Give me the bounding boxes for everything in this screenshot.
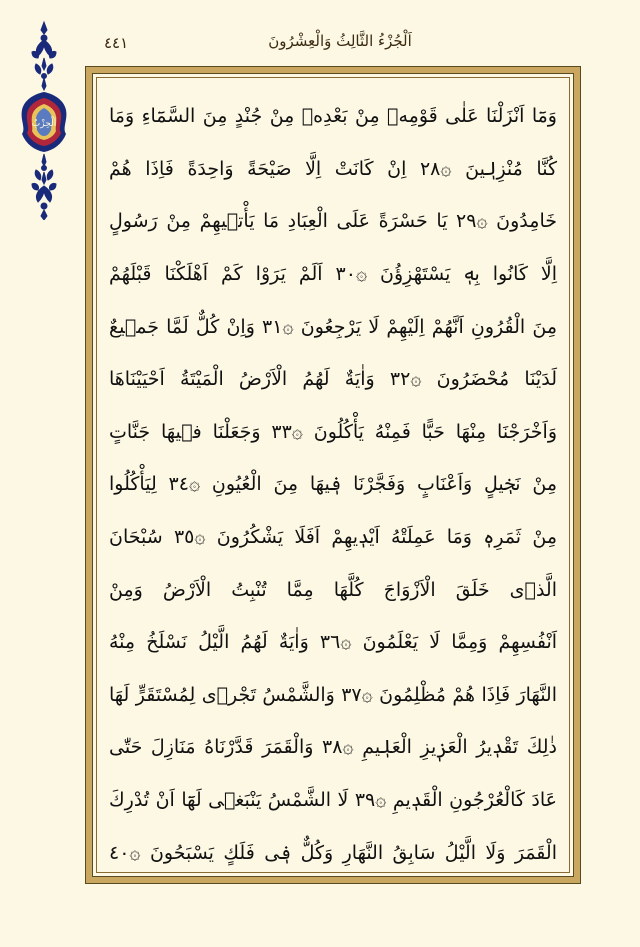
text-line-13 (105, 721, 561, 774)
text-line-content: اَنْفُسِهِمْ وَمِمَّا لَا يَعْلَمُونَ ۞٣٦ وَاٰيَةٌ لَهُمُ الَّيْلُ نَسْلَخُ مِنْهُ (109, 631, 558, 654)
text-line-content: الَّذٖى خَلَقَ الْاَزْوَاجَ كُلَّهَا مِمَّا تُنْبِتُ الْاَرْضُ وَمِنْ (109, 578, 557, 601)
text-line-4 (105, 248, 561, 301)
text-line-2 (105, 143, 561, 196)
text-line-6 (105, 353, 561, 406)
hizb-label: اَلْحِزْبُ (31, 119, 57, 129)
text-line-content: لَدَيْنَا مُحْضَرُونَ ۞٣٢ وَاٰيَةٌ لَهُمُ الْاَرْضُ الْمَيْتَةُ اَحْيَيْنَاهَا (109, 368, 557, 391)
text-line-content: النَّهَارَ فَاِذَا هُمْ مُظْلِمُونَ ۞٣٧ وَالشَّمْسُ تَجْرٖى لِمُسْتَقَرٍّ لَهَا (109, 683, 557, 706)
page-number: ٤٤١ (104, 34, 129, 52)
text-line-content: وَمَٓا اَنْزَلْنَا عَلٰى قَوْمِهٖ مِنْ بَعْدِهٖ مِنْ جُنْدٍ مِنَ السَّمَٓاءِ وَمَا (109, 105, 557, 128)
text-line-11 (105, 616, 561, 669)
page-frame-inner-border (96, 77, 570, 873)
text-line-1 (105, 90, 561, 143)
text-line-content: ذٰلِكَ تَقْدٖيرُ الْعَزٖيزِ الْعَلٖيمِ ۞٣٨ وَالْقَمَرَ قَدَّرْنَاهُ مَنَازِلَ حَتّٰى (109, 736, 557, 759)
text-line-12 (105, 669, 561, 722)
text-line-3 (105, 195, 561, 248)
text-line-7 (105, 406, 561, 459)
text-line-content: مِنَ الْقُرُونِ اَنَّهُمْ اِلَيْهِمْ لَا يَرْجِعُونَ ۞٣١ وَاِنْ كُلٌّ لَمَّا جَمٖيعٌ (109, 315, 557, 338)
text-line-9 (105, 511, 561, 564)
text-line-content: عَادَ كَالْعُرْجُونِ الْقَدٖيمِ ۞٣٩ لَا الشَّمْسُ يَنْبَغٖى لَهَٓا اَنْ تُدْرِكَ (109, 789, 557, 812)
text-line-content: وَاَخْرَجْنَا مِنْهَا حَبًّا فَمِنْهُ يَأْكُلُونَ ۞٣٣ وَجَعَلْنَا فٖيهَا جَنَّاتٍ (109, 420, 557, 443)
text-line-5 (105, 300, 561, 353)
text-block (105, 90, 561, 862)
text-line-content: مِنْ نَخٖيلٍ وَاَعْنَابٍ وَفَجَّرْنَا فٖيهَا مِنَ الْعُيُونِ ۞٣٤ لِيَأْكُلُوا (109, 473, 557, 496)
text-line-content: خَامِدُونَ ۞٢٩ يَا حَسْرَةً عَلَى الْعِبَادِ مَا يَأْتٖيهِمْ مِنْ رَسُولٍ (109, 210, 557, 233)
text-line-15 (105, 826, 561, 879)
text-line-content: مِنْ ثَمَرِهٖ وَمَا عَمِلَتْهُ اَيْدٖيهِمْ اَفَلَا يَشْكُرُونَ ۞٣٥ سُبْحَانَ (109, 526, 558, 549)
text-line-content: كُنَّا مُنْزِلٖينَ ۞٢٨ اِنْ كَانَتْ اِلَّا صَيْحَةً وَاحِدَةً فَاِذَا هُمْ (109, 157, 557, 180)
hizb-ornament-icon (18, 20, 70, 220)
text-line-content: اِلَّا كَانُوا بِهٖ يَسْتَهْزِؤُنَ ۞٣٠ اَلَمْ يَرَوْا كَمْ اَهْلَكْنَا قَبْلَهُمْ (109, 263, 557, 286)
text-line-8 (105, 458, 561, 511)
page-frame-inner (92, 73, 574, 877)
text-line-14 (105, 774, 561, 827)
text-line-content: الْقَمَرَ وَلَا الَّيْلُ سَابِقُ النَّهَارِ وَكُلٌّ فٖى فَلَكٍ يَسْبَحُونَ ۞٤٠ (109, 841, 557, 864)
page-frame (85, 66, 581, 884)
hizb-marker-ornament (18, 20, 70, 220)
juz-title: اَلْجُزْءُ الثَّالِثُ وَالْعِشْرُونَ (268, 32, 412, 50)
page-header (100, 30, 580, 56)
text-line-10 (105, 563, 561, 616)
